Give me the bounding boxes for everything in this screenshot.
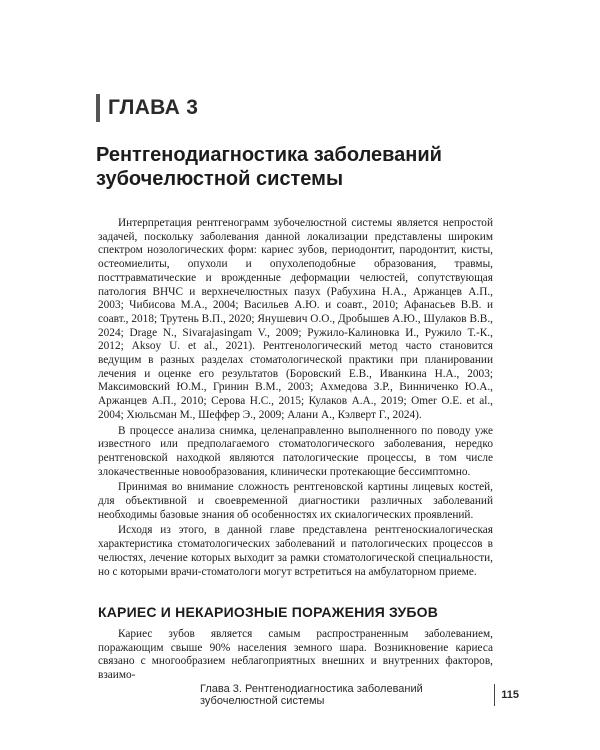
paragraph: Интерпретация рентгенограмм зубочелюстной системы является непростой задачей, поскольку заболевания данной локализации представлены широким спектром нозологических форм: кариес зубов, периодонтит, пародонтит, кисты, остеомиелиты, опухоли и опухолеподобные образования, травмы, посттравматические и врожденные деформации челюстей, сопутствующая патология ВНЧС и верхнечелюстных пазух (Рабухина Н.А., Аржанцев А.П., 2003; Чибисова М.А., 2004; Васильев А.Ю. и соавт., 2010; Афанасьев В.В. и соавт., 2018; Трутень В.П., 2020; Янушевич О.О., Дробышев А.Ю., Шулаков В.В., 2024; Drage N., Sivarajasingam V., 2009; Ружило-Калиновка И., Ружило Т.-К., 2012; Aksoy U. et al., 2021). Рентгенологический метод часто становится ведущим в разных разделах стоматологической практики при планировании лечения и оценке его результатов (Боровский Е.В., Иванкина Н.А., 2003; Максимовский Ю.М., Гринин В.М., 2003; Ахмедова З.Р., Винниченко Ю.А., Аржанцев А.П., 2010; Серова Н.С., 2015; Кулаков А.А., 2019; Omer O.E. et al., 2004; Хюльсман М., Шеффер Э., 2009; Алани А., Кэлверт Г., 2024). bbox=[98, 217, 493, 421]
chapter-title: Рентгенодиагностика заболеваний зубочелюстной системы bbox=[96, 144, 442, 190]
running-title: Глава 3. Рентгенодиагностика заболеваний зубочелюстной системы bbox=[200, 683, 423, 707]
page-footer bbox=[200, 683, 519, 707]
paragraph: Принимая во внимание сложность рентгеновской картины лицевых костей, для объективной и своевременной диагностики различных заболеваний необходимы базовые знания об особенностях их скиалогических проявлений. bbox=[98, 481, 493, 521]
paragraph: Кариес зубов является самым распространенным заболеванием, поражающим свыше 90% населения земного шара. Возникновение кариеса связано с многообразием неблагоприятных внешних и внутренних факторов, взаимо- bbox=[98, 628, 493, 682]
paragraph: Исходя из этого, в данной главе представлена рентгеноскиалогическая характеристика стоматологических заболеваний и патологических процессов в челюстях, лечение которых выходит за рамки стоматологической специальности, но с которыми врачи-стоматологи могут встретиться на амбулаторном приеме. bbox=[98, 524, 493, 578]
chapter-heading bbox=[96, 92, 198, 124]
chapter-label: ГЛАВА 3 bbox=[108, 96, 199, 119]
paragraph: В процессе анализа снимка, целенаправленно выполненного по поводу уже известного или предполагаемого стоматологического заболевания, нередко рентгеновской находкой являются патологические процессы, в том числе злокачественные новообразования, клинически протекающие бессимптомно. bbox=[98, 424, 493, 478]
footer-divider bbox=[494, 684, 495, 706]
chapter-body bbox=[98, 217, 493, 581]
chapter-accent-bar bbox=[96, 94, 100, 122]
page-number: 115 bbox=[501, 689, 519, 701]
section-heading: КАРИЕС И НЕКАРИОЗНЫЕ ПОРАЖЕНИЯ ЗУБОВ bbox=[98, 604, 439, 620]
section-body bbox=[98, 628, 493, 683]
